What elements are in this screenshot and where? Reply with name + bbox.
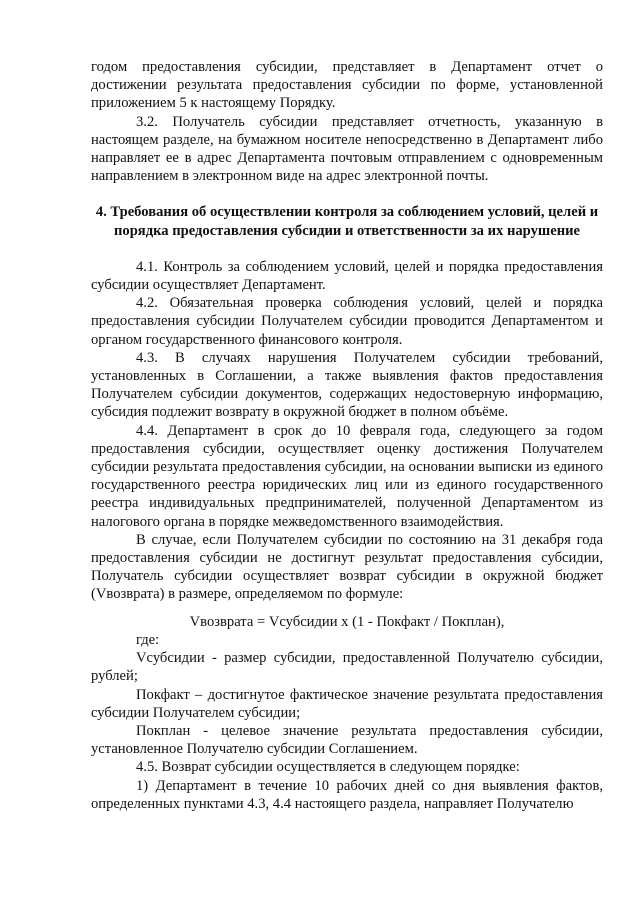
refund-formula: Vвозврата = Vсубсидии х (1 - Покфакт / Покплан), [189, 613, 505, 630]
paragraph-refund-case: В случае, если Получателем субсидии по состоянию на 31 декабря года предоставления субсидии не достигнут результат предоставления субсидии, Получатель субсидии осуществляет возврат субсидии в окружной бюджет (Vвозврата) в размере, определяемом по формуле: [91, 531, 603, 603]
paragraph-pokplan-def: Покплан - целевое значение результата предоставления субсидии, установленное Получателю субсидии Соглашением. [91, 722, 603, 758]
paragraph-4-3: 4.3. В случаях нарушения Получателем субсидии требований, установленных в Соглашении, а также выявления фактов предоставления Получателем субсидии документов, содержащих недостоверную информацию, субсидия подлежит возврату в окружной бюджет в полном объёме. [91, 349, 603, 421]
paragraph-4-4: 4.4. Департамент в срок до 10 февраля года, следующего за годом предоставления субсидии, осуществляет оценку достижения Получателем субсидии результата предоставления субсидии, на основании выписки из единого государственного реестра юридических лиц или из единого государственного реестра индивидуальных предпринимателей, полученной Департаментом из налогового органа в порядке межведомственного взаимодействия. [91, 422, 603, 530]
section-heading: 4. Требования об осуществлении контроля за соблюдением условий, целей и порядка предоставления субсидии и ответственности за их нарушение [95, 204, 599, 239]
paragraph-4-2: 4.2. Обязательная проверка соблюдения условий, целей и порядка предоставления субсидии Получателем субсидии проводится Департаментом и органом государственного финансового контроля. [91, 295, 603, 348]
paragraph-pokfakt-def: Покфакт – достигнутое фактическое значение результата предоставления субсидии Получателем субсидии; [91, 686, 603, 721]
document-page [91, 58, 603, 813]
paragraph-3-2: 3.2. Получатель субсидии представляет отчетность, указанную в настоящем разделе, на бумажном носителе непосредственно в Департамент либо направляет ее в адрес Департамента почтовым отправлением с одновременным направлением в электронном виде на адрес электронной почты. [91, 113, 603, 185]
paragraph-4-5: 4.5. Возврат субсидии осуществляется в следующем порядке: [136, 759, 520, 776]
paragraph-4-1: 4.1. Контроль за соблюдением условий, целей и порядка предоставления субсидии осуществляет Департамент. [91, 258, 603, 294]
paragraph-where: где: [136, 631, 160, 648]
paragraph-4-5-1: 1) Департамент в течение 10 рабочих дней со дня выявления фактов, определенных пунктами 4.3, 4.4 настоящего раздела, направляет Получателю [91, 777, 603, 812]
paragraph-report-deadline: годом предоставления субсидии, представляет в Департамент отчет о достижении результата предоставления субсидии по форме, установленной приложением 5 к настоящему Порядку. [91, 59, 603, 112]
paragraph-vsubsidy-def: Vсубсидии - размер субсидии, предоставленной Получателю субсидии, рублей; [91, 650, 603, 685]
